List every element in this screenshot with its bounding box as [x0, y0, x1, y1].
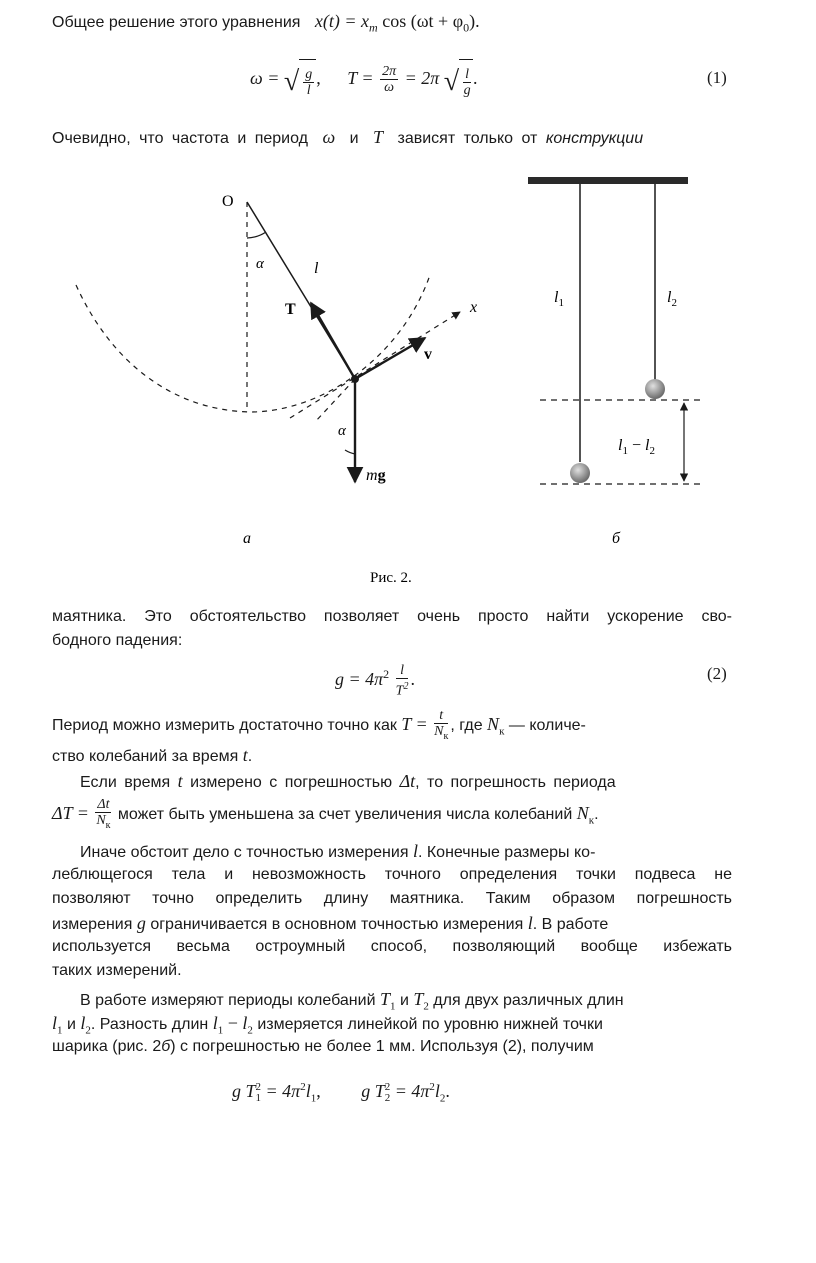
label-mg: mg: [366, 467, 386, 484]
equation-1: ω = √ $\frac{g}{l}$ , T = $\frac{2\pi}{\omega}$ = 2π √ $\frac{l}{g}$ .: [250, 58, 478, 98]
x-axis: [290, 312, 460, 418]
paragraph-4-line-1: Если время t измерено с погрешностью Δt, то погрешность периода: [80, 771, 616, 791]
paragraph-5-line-3: позволяют точно определить длину маятника. Таким образом погрешность: [52, 890, 732, 907]
label-T: T: [285, 301, 296, 318]
velocity-vector: [355, 338, 425, 379]
paragraph-4-line-2: ΔT = $\frac{\Delta t}{N_к}$ может быть уменьшена за счет увеличения числа колебаний $N_к$.: [52, 796, 599, 831]
label-l1: $l_1$: [554, 289, 564, 309]
paragraph-2-line-1: маятника. Это обстоятельство позволяет очень просто найти ускорение сво-: [52, 608, 732, 625]
paragraph-5-line-2: леблющегося тела и невозможность точного определения точки подвеса не: [52, 866, 732, 883]
equation-2-number: (2): [707, 664, 727, 683]
figure-2: [0, 160, 816, 590]
figure-panel-b: [528, 177, 705, 547]
paragraph-3-line-1: Период можно измерить достаточно точно как T = $\frac{t}{N_к}$ , где $N_к$ — количе-: [52, 707, 586, 742]
equation-1-number: (1): [707, 68, 727, 87]
panel-a-label: а: [243, 530, 251, 547]
paragraph-2-line-2: бодного падения:: [52, 632, 183, 649]
long-pendulum-ball: [570, 463, 590, 483]
paragraph-6-line-1: В работе измеряют периоды колебаний $T_1$ и $T_2$ для двух различных длин: [80, 989, 624, 1013]
label-v: v: [424, 346, 432, 363]
label-O: O: [222, 193, 234, 210]
paragraph-6-line-2: $l_1$ и $l_2$. Разность длин $l_1 - l_2$ измеряется линейкой по уровню нижней точки: [52, 1013, 603, 1037]
label-alpha-bottom: α: [338, 423, 346, 439]
paragraph-5-line-4: измерения g ограничивается в основном точностью измерения l. В работе: [52, 913, 609, 933]
paragraph-5-line-6: таких измерений.: [52, 962, 182, 979]
label-alpha-top: α: [256, 256, 264, 272]
equation-3: g T 2 1 = $4\pi^2l_1$, g T 2 2 = $4\pi^2l_2$.: [232, 1080, 450, 1105]
normal-dashed: [315, 379, 355, 422]
paragraph-3-line-2: ство колебаний за время t.: [52, 745, 253, 765]
angle-arc-top: [247, 232, 266, 238]
tension-vector: [311, 303, 355, 379]
angle-arc-bottom: [345, 450, 355, 454]
equation-2: $g = 4\pi^2$ $\frac{l}{T^2}$ .: [335, 663, 415, 699]
trajectory-arc: [76, 275, 430, 412]
short-pendulum-ball: [645, 379, 665, 399]
paragraph-5-line-5: используется весьма остроумный способ, позволяющий вообще избежать: [52, 938, 732, 955]
label-l: l: [314, 260, 319, 277]
intro-line: [52, 10, 480, 39]
label-l1-minus-l2: $l_1 - l_2$: [618, 437, 655, 457]
panel-b-label: б: [612, 530, 621, 547]
label-x: x: [470, 299, 478, 316]
intro-text: Общее решение этого уравнения: [52, 14, 301, 31]
figure-panel-a: [76, 193, 477, 547]
bob-point: [351, 375, 359, 383]
general-solution-formula: $x(t) = x_m$ $\cos (\omega t + \varphi_0)$.: [314, 11, 480, 35]
ceiling-bar: [528, 177, 688, 184]
paragraph-6-line-3: шарика (рис. 2б) с погрешностью не более 1 мм. Используя (2), получим: [52, 1038, 594, 1055]
figure-caption: Рис. 2.: [370, 570, 412, 586]
paragraph-5-line-1: Иначе обстоит дело с точностью измерения l. Конечные размеры ко-: [80, 841, 596, 861]
label-l2: $l_2$: [667, 289, 677, 309]
frequency-line: Очевидно, что частота и период ω и T зависят только от конструкции: [52, 127, 644, 147]
